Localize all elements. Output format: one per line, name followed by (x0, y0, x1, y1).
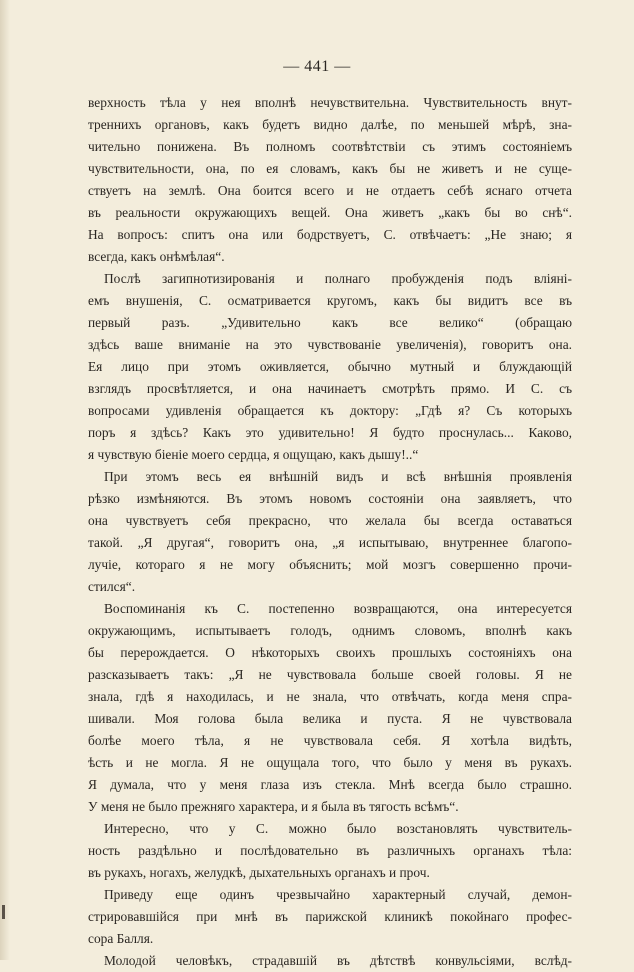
text-line: Воспоминанія къ С. постепенно возвращаются, она интересуется (104, 601, 572, 616)
text-line: Приведу еще одинъ чрезвычайно характерный случай, демон- (104, 887, 572, 902)
text-line: стился“. (88, 579, 136, 594)
page-number: — 441 — (283, 58, 351, 75)
page-edge-shadow (0, 0, 10, 960)
text-line: треннихъ органовъ, какъ будетъ видно далѣе, по меньшей мѣрѣ, зна- (88, 117, 572, 132)
margin-mark (2, 905, 5, 919)
text-line: На вопросъ: спитъ она или бодрствуетъ, С. отвѣчаетъ: „Не знаю; я (88, 227, 572, 242)
text-line: Молодой человѣкъ, страдавшій въ дѣтствѣ конвульсіями, вслѣд- (104, 953, 572, 968)
text-line: разсказываетъ такъ: „Я не чувствовала больше своей головы. Я не (88, 667, 572, 682)
text-line: она чувствуетъ себя прекрасно, что желала бы всегда оставаться (88, 513, 572, 528)
text-line: знала, гдѣ я находилась, и не знала, что отвѣчать, когда меня спра- (88, 689, 572, 704)
text-line: я чувствую біеніе моего сердца, я ощущаю, какъ дышу!..“ (88, 447, 419, 462)
text-line: ствуетъ на землѣ. Она боится всего и не отдаетъ себѣ яснаго отчета (88, 183, 572, 198)
text-line: вопросами удивленія обращается къ доктору: „Гдѣ я? Съ которыхъ (88, 403, 572, 418)
text-line: здѣсь ваше вниманіе на это чувствованіе увеличенія), говоритъ она. (88, 337, 572, 352)
text-line: взглядъ просвѣтляется, и она начинаетъ смотрѣть прямо. И С. съ (88, 381, 572, 396)
text-line: болѣе моего тѣла, я не чувствовала себя. Я хотѣла видѣть, (88, 733, 572, 748)
body-text (88, 92, 572, 972)
text-line: первый разъ. „Удивительно какъ все велико“ (обращаю (88, 315, 572, 330)
text-line: верхность тѣла у нея вполнѣ нечувствительна. Чувствительность внут- (88, 95, 572, 110)
text-line: Ея лицо при этомъ оживляется, обычно мутный и блуждающій (88, 359, 572, 374)
text-line: лучіе, котораго я не могу объяснить; мой мозгъ совершенно прочи- (88, 557, 572, 572)
text-line: окружающимъ, испытываетъ голодъ, однимъ словомъ, вполнѣ какъ (88, 623, 572, 638)
text-line: При этомъ весь ея внѣшній видъ и всѣ внѣшнія проявленія (104, 469, 572, 484)
text-line: ѣсть и не могла. Я не ощущала того, что было у меня въ рукахъ. (88, 755, 572, 770)
text-line: шивали. Моя голова была велика и пуста. Я не чувствовала (88, 711, 572, 726)
text-line: Послѣ загипнотизированія и полнаго пробужденія подъ вліяні- (104, 271, 572, 286)
text-line: Я думала, что у меня глаза изъ стекла. Мнѣ всегда было страшно. (88, 777, 572, 792)
text-line: такой. „Я другая“, говоритъ она, „я испытываю, внутреннее благопо- (88, 535, 572, 550)
text-line: чительно понижена. Въ полномъ соотвѣтствіи съ этимъ состояніемъ (88, 139, 572, 154)
text-line: чувствительности, она, по ея словамъ, какъ бы не живетъ и не суще- (88, 161, 572, 176)
text-line: стрировавшійся при мнѣ въ парижской клиникѣ покойнаго профес- (88, 909, 572, 924)
text-line: поръ я здѣсь? Какъ это удивительно! Я будто проснулась... Каково, (88, 425, 572, 440)
text-line: бы перерождается. О нѣкоторыхъ своихъ прошлыхъ состояніяхъ она (88, 645, 572, 660)
text-line: ность раздѣльно и послѣдовательно въ различныхъ органахъ тѣла: (88, 843, 572, 858)
text-line: въ рукахъ, ногахъ, желудкѣ, дыхательныхъ органахъ и проч. (88, 865, 430, 880)
text-line: въ реальности окружающихъ вещей. Она живетъ „какъ бы во снѣ“. (88, 205, 572, 220)
text-line: Интересно, что у С. можно было возстановлять чувствитель- (104, 821, 572, 836)
text-line: У меня не было прежняго характера, и я была въ тягость всѣмъ“. (88, 799, 459, 814)
text-line: рѣзко измѣняются. Въ этомъ новомъ состояніи она заявляетъ, что (88, 491, 572, 506)
text-line: всегда, какъ онѣмѣлая“. (88, 249, 225, 264)
text-line: емъ внушенія, С. осматривается кругомъ, какъ бы видитъ все въ (88, 293, 572, 308)
text-line: сора Балля. (88, 931, 154, 946)
